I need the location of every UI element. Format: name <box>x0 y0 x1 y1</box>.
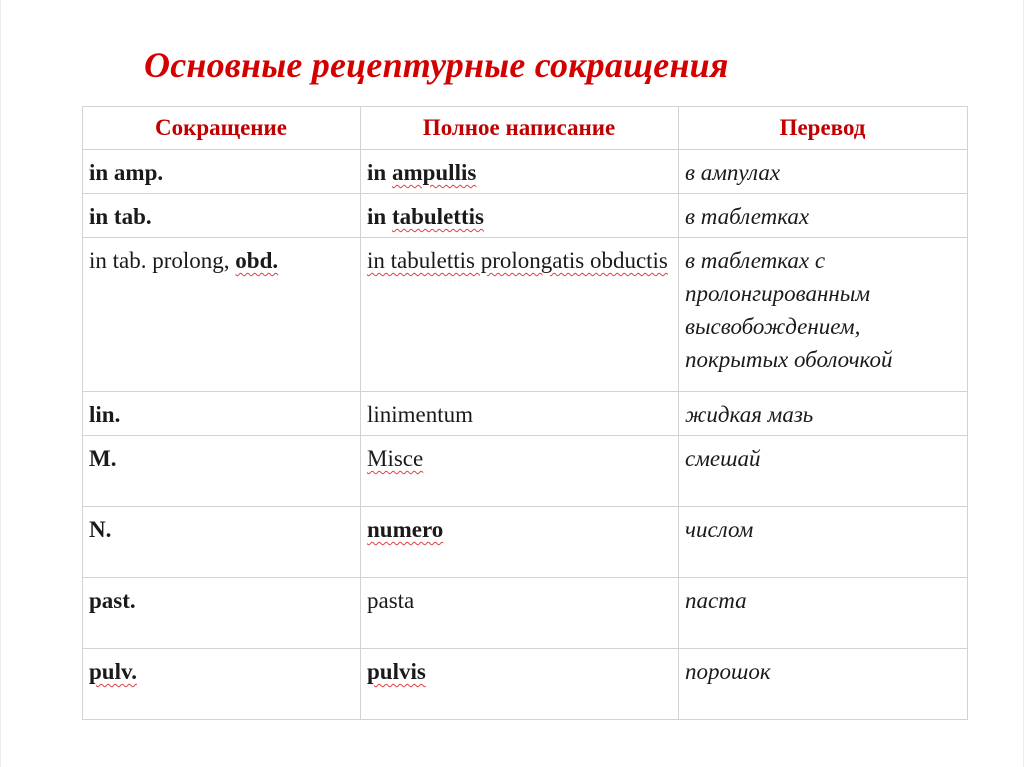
full-form-text: Misce <box>367 446 424 471</box>
translation-cell: паста <box>679 578 968 649</box>
abbreviation-cell <box>83 649 361 720</box>
full-form-text: pulvis <box>367 659 426 684</box>
abbreviation-cell: past. <box>83 578 361 649</box>
table-row <box>83 436 968 507</box>
translation-cell: смешай <box>679 436 968 507</box>
table-row <box>83 150 968 194</box>
translation-cell: в таблетках с пролонгированным высвобождением, покрытых оболочкой <box>679 238 968 392</box>
column-header-abbreviation: Сокращение <box>83 107 361 150</box>
abbreviation-cell: in amp. <box>83 150 361 194</box>
full-form-prefix: in <box>367 160 392 185</box>
abbreviations-table <box>82 106 968 720</box>
abbreviation-cell: in tab. <box>83 194 361 238</box>
table-row <box>83 392 968 436</box>
table-header-row <box>83 107 968 150</box>
full-form-cell <box>361 238 679 392</box>
abbreviation-cell <box>83 238 361 392</box>
full-form-text: in tabulettis prolongatis obductis <box>367 248 668 273</box>
table-row <box>83 238 968 392</box>
translation-cell: в ампулах <box>679 150 968 194</box>
table-row <box>83 649 968 720</box>
table-row <box>83 507 968 578</box>
column-header-translation: Перевод <box>679 107 968 150</box>
page-title: Основные рецептурные сокращения <box>144 45 729 85</box>
full-form-cell <box>361 194 679 238</box>
full-form-cell <box>361 507 679 578</box>
column-header-full-form: Полное написание <box>361 107 679 150</box>
abbreviation-bold: obd. <box>235 248 279 273</box>
translation-cell: порошок <box>679 649 968 720</box>
abbreviation-cell: N. <box>83 507 361 578</box>
translation-cell: жидкая мазь <box>679 392 968 436</box>
full-form-cell <box>361 649 679 720</box>
table-row <box>83 578 968 649</box>
full-form-text: numero <box>367 517 444 542</box>
table-row <box>83 194 968 238</box>
translation-cell: числом <box>679 507 968 578</box>
abbreviation-cell: M. <box>83 436 361 507</box>
full-form-prefix: in <box>367 204 392 229</box>
full-form-cell: linimentum <box>361 392 679 436</box>
abbreviation-cell: lin. <box>83 392 361 436</box>
abbreviation-plain: in tab. prolong, <box>89 248 236 273</box>
full-form-cell: pasta <box>361 578 679 649</box>
full-form-cell <box>361 436 679 507</box>
full-form-cell <box>361 150 679 194</box>
full-form-word: ampullis <box>391 160 477 185</box>
abbreviation-text: pulv. <box>89 659 137 684</box>
full-form-word: tabulettis <box>391 204 484 229</box>
translation-cell: в таблетках <box>679 194 968 238</box>
